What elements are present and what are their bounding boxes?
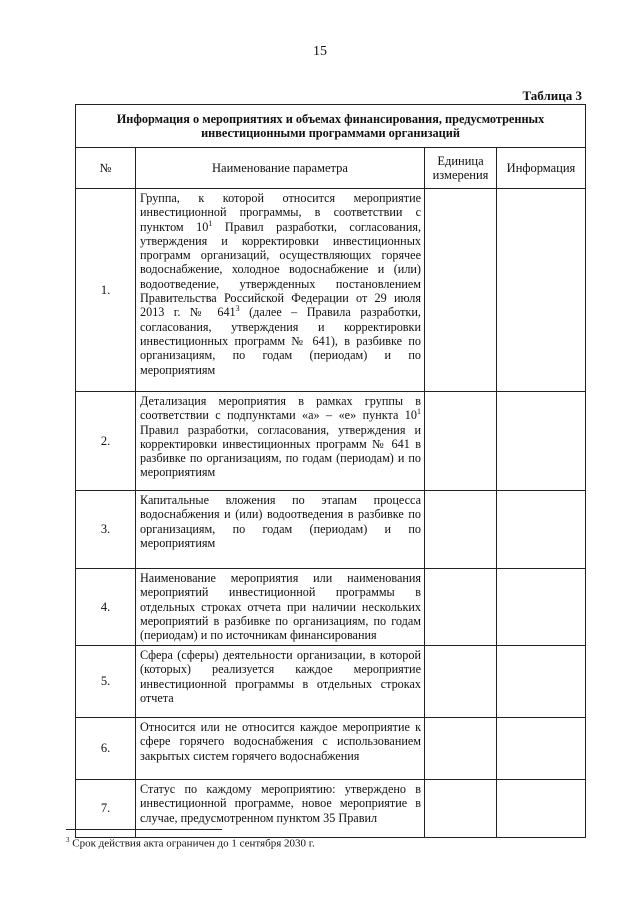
- row-unit: [425, 646, 497, 718]
- row-number: 5.: [76, 646, 136, 718]
- row-unit: [425, 718, 497, 780]
- footnote: [66, 836, 315, 850]
- footnote-ref: 3: [235, 304, 240, 314]
- row-unit: [425, 392, 497, 491]
- table-header-row: [76, 148, 586, 189]
- parameter-text: (далее – Правила разработки, согласования, утверждения и корректировки инвестиционных программ № 641), в разбивке по организациям, по годам (периодам) и по мероприятиям: [140, 305, 421, 377]
- row-parameter-name: [136, 392, 425, 491]
- parameter-text: Сфера (сферы) деятельности организации, в которой (которых) реализуется каждое мероприятие инвестиционной программы в отдельных строках отчета: [140, 648, 421, 705]
- row-number: 7.: [76, 780, 136, 838]
- table-row: [76, 392, 586, 491]
- header-unit: Единица измерения: [425, 148, 497, 189]
- parameter-text: Статус по каждому мероприятию: утверждено в инвестиционной программе, новое мероприятие в случае, предусмотренном пунктом 35 Правил: [140, 782, 421, 825]
- row-parameter-name: [136, 646, 425, 718]
- footnote-text: Срок действия акта ограничен до 1 сентября 2030 г.: [69, 837, 315, 850]
- parameter-text: Правил разработки, согласования, утверждения и корректировки инвестиционных программ № 641 в разбивке по организациям, по годам (периодам) и по мероприятиям: [140, 422, 421, 480]
- row-info: [497, 646, 586, 718]
- row-info: [497, 718, 586, 780]
- parameter-text: Детализация мероприятия в рамках группы в соответствии с подпунктами «а» – «е» пункта 10: [140, 394, 421, 423]
- table-row: [76, 491, 586, 569]
- footnote-divider: [66, 829, 222, 830]
- parameter-text: Группа, к которой относится мероприятие инвестиционной программы, в соответствии с пунктом 10: [140, 191, 421, 234]
- row-unit: [425, 189, 497, 392]
- table-row: [76, 718, 586, 780]
- header-info: Информация: [497, 148, 586, 189]
- info-table: [75, 104, 586, 838]
- row-unit: [425, 569, 497, 646]
- table-label: Таблица 3: [522, 88, 582, 103]
- row-info: [497, 780, 586, 838]
- row-info: [497, 491, 586, 569]
- row-parameter-name: [136, 718, 425, 780]
- row-number: 1.: [76, 189, 136, 392]
- header-num: №: [76, 148, 136, 189]
- page-number: 15: [313, 44, 327, 59]
- row-parameter-name: [136, 189, 425, 392]
- parameter-text: Правил разработки, согласования, утверждения и корректировки инвестиционных программ организаций, осуществляющих горячее водоснабжение, холодное водоснабжение и (или) водоотведение, утвержденных постановлением Правительства Российской Федерации от 29 июля 2013 г. № 641: [140, 219, 422, 320]
- footnote-marker: 3: [66, 836, 70, 844]
- row-parameter-name: [136, 569, 425, 646]
- footnote-ref: 1: [417, 407, 421, 417]
- row-number: 4.: [76, 569, 136, 646]
- table-row: [76, 569, 586, 646]
- footnote-ref: 1: [208, 218, 213, 228]
- row-number: 2.: [76, 392, 136, 491]
- parameter-text: Капитальные вложения по этапам процесса водоснабжения и (или) водоотведения в разбивке по организациям, по годам (периодам) и по мероприятиям: [140, 493, 421, 550]
- row-number: 3.: [76, 491, 136, 569]
- row-unit: [425, 780, 497, 838]
- parameter-text: Относится или не относится каждое мероприятие к сфере горячего водоснабжения с использованием закрытых систем горячего водоснабжения: [140, 720, 421, 763]
- table-caption-row: [76, 105, 586, 148]
- row-info: [497, 189, 586, 392]
- row-unit: [425, 491, 497, 569]
- row-parameter-name: [136, 491, 425, 569]
- parameter-text: Наименование мероприятия или наименования мероприятий инвестиционной программы в отдельных строках отчета при наличии нескольких мероприятий в разбивке по организациям, по годам (периодам) и по источникам финансирования: [140, 571, 421, 643]
- header-name: Наименование параметра: [136, 148, 425, 189]
- table-caption: Информация о мероприятиях и объемах финансирования, предусмотренных инвестиционными программами организаций: [76, 105, 586, 148]
- table-body: [76, 189, 586, 838]
- row-number: 6.: [76, 718, 136, 780]
- row-info: [497, 392, 586, 491]
- row-info: [497, 569, 586, 646]
- table-row: [76, 189, 586, 392]
- table-row: [76, 646, 586, 718]
